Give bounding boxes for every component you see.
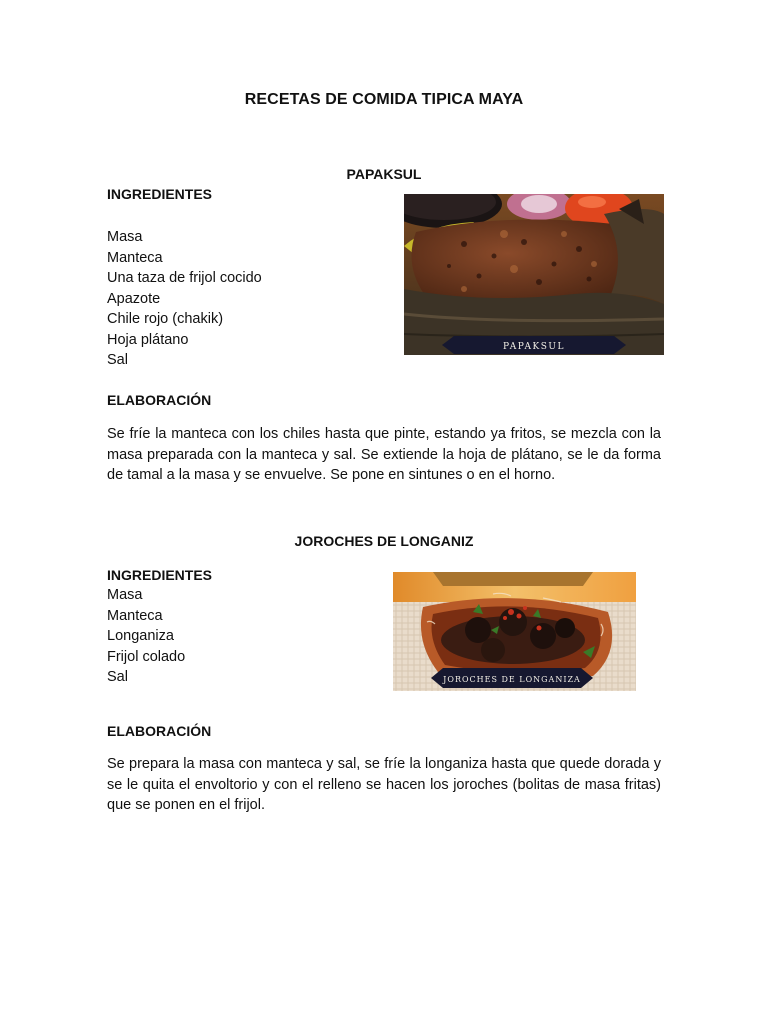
list-item: Hoja plátano bbox=[107, 331, 189, 348]
papaksul-photo bbox=[404, 194, 664, 355]
papaksul-photo-caption: PAPAKSUL bbox=[503, 342, 565, 352]
list-item: Manteca bbox=[107, 249, 163, 266]
ingredients-list-papaksul bbox=[107, 227, 262, 371]
joroches-photo-caption: JOROCHES DE LONGANIZA bbox=[443, 675, 581, 684]
method-text-papaksul: Se fríe la manteca con los chiles hasta que pinte, estando ya fritos, se mezcla con la masa preparada con la manteca y sal. Se extiende la hoja de plátano, se le da forma de tamal a la masa y se envuelve. Se pone en sintunes o en el horno. bbox=[107, 426, 661, 483]
list-item: Chile rojo (chakik) bbox=[107, 311, 224, 327]
joroches-photo bbox=[393, 572, 636, 691]
list-item: Sal bbox=[107, 352, 128, 368]
document-title: RECETAS DE COMIDA TIPICA MAYA bbox=[244, 91, 524, 108]
recipe-title-papaksul: PAPAKSUL bbox=[346, 166, 422, 182]
list-item: Frijol colado bbox=[107, 648, 186, 665]
list-item: Longaniza bbox=[107, 628, 174, 644]
ingredients-heading-joroches: INGREDIENTES bbox=[107, 567, 213, 583]
method-heading-papaksul: ELABORACIÓN bbox=[107, 392, 212, 408]
recipe-title-joroches: JOROCHES DE LONGANIZ bbox=[294, 533, 474, 549]
method-heading-joroches: ELABORACIÓN bbox=[107, 723, 212, 739]
method-text-joroches: Se prepara la masa con manteca y sal, se fríe la longaniza hasta que quede dorada y se le quita el envoltorio y con el relleno se hacen los joroches (bolitas de masa fritas) que se ponen en el frijol. bbox=[107, 756, 661, 813]
ingredients-heading-papaksul: INGREDIENTES bbox=[107, 186, 213, 202]
list-item: Apazote bbox=[107, 290, 161, 307]
list-item: Masa bbox=[107, 587, 143, 603]
list-item: Una taza de frijol cocido bbox=[107, 270, 262, 286]
ingredients-list-joroches bbox=[107, 585, 185, 688]
list-item: Manteca bbox=[107, 607, 163, 624]
list-item: Masa bbox=[107, 229, 143, 245]
list-item: Sal bbox=[107, 669, 128, 685]
